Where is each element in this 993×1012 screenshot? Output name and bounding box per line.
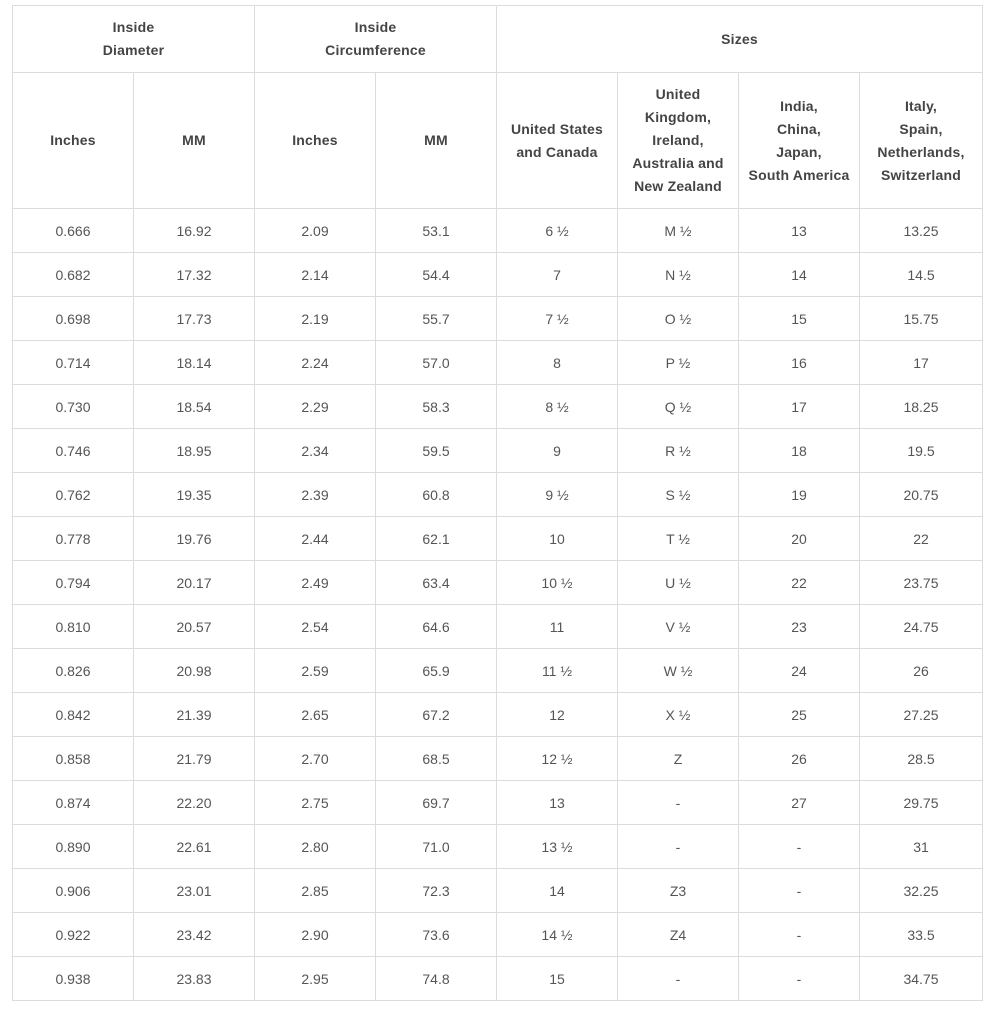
header-sizes: Sizes — [497, 6, 983, 73]
cell-diameter-mm: 23.42 — [134, 913, 255, 957]
cell-diameter-inches: 0.858 — [13, 737, 134, 781]
cell-diameter-mm: 23.01 — [134, 869, 255, 913]
cell-asia-size: - — [739, 913, 860, 957]
cell-diameter-mm: 22.20 — [134, 781, 255, 825]
cell-circumference-mm: 72.3 — [376, 869, 497, 913]
cell-circumference-mm: 64.6 — [376, 605, 497, 649]
cell-circumference-inches: 2.29 — [255, 385, 376, 429]
cell-circumference-inches: 2.95 — [255, 957, 376, 1001]
cell-uk-size: P ½ — [618, 341, 739, 385]
cell-asia-size: 25 — [739, 693, 860, 737]
cell-uk-size: Q ½ — [618, 385, 739, 429]
cell-us-canada: 7 ½ — [497, 297, 618, 341]
cell-us-canada: 8 ½ — [497, 385, 618, 429]
cell-diameter-inches: 0.794 — [13, 561, 134, 605]
cell-diameter-mm: 21.79 — [134, 737, 255, 781]
cell-circumference-inches: 2.70 — [255, 737, 376, 781]
table-row — [13, 517, 983, 561]
table-row — [13, 253, 983, 297]
cell-uk-size: - — [618, 825, 739, 869]
cell-asia-size: 14 — [739, 253, 860, 297]
cell-asia-size: 16 — [739, 341, 860, 385]
cell-asia-size: 20 — [739, 517, 860, 561]
cell-europe-size: 17 — [860, 341, 983, 385]
table-column-header-row — [13, 73, 983, 209]
cell-uk-size: X ½ — [618, 693, 739, 737]
cell-circumference-mm: 67.2 — [376, 693, 497, 737]
cell-diameter-mm: 22.61 — [134, 825, 255, 869]
cell-us-canada: 10 ½ — [497, 561, 618, 605]
cell-diameter-inches: 0.938 — [13, 957, 134, 1001]
cell-europe-size: 22 — [860, 517, 983, 561]
cell-us-canada: 12 — [497, 693, 618, 737]
cell-circumference-inches: 2.75 — [255, 781, 376, 825]
cell-diameter-inches: 0.874 — [13, 781, 134, 825]
cell-uk-size: - — [618, 957, 739, 1001]
cell-uk-size: Z4 — [618, 913, 739, 957]
cell-asia-size: 18 — [739, 429, 860, 473]
cell-circumference-inches: 2.59 — [255, 649, 376, 693]
cell-uk-size: Z3 — [618, 869, 739, 913]
cell-circumference-inches: 2.09 — [255, 209, 376, 253]
cell-uk-size: S ½ — [618, 473, 739, 517]
cell-us-canada: 6 ½ — [497, 209, 618, 253]
column-header-india-china-japan-south-america: India, China, Japan, South America — [739, 73, 860, 209]
cell-europe-size: 19.5 — [860, 429, 983, 473]
table-row — [13, 781, 983, 825]
cell-asia-size: - — [739, 957, 860, 1001]
cell-us-canada: 14 ½ — [497, 913, 618, 957]
cell-diameter-inches: 0.714 — [13, 341, 134, 385]
table-row — [13, 913, 983, 957]
cell-circumference-mm: 69.7 — [376, 781, 497, 825]
column-header-diameter-inches: Inches — [13, 73, 134, 209]
cell-europe-size: 23.75 — [860, 561, 983, 605]
cell-asia-size: 23 — [739, 605, 860, 649]
cell-circumference-mm: 58.3 — [376, 385, 497, 429]
cell-us-canada: 7 — [497, 253, 618, 297]
cell-circumference-inches: 2.49 — [255, 561, 376, 605]
table-row — [13, 957, 983, 1001]
table-row — [13, 605, 983, 649]
cell-circumference-inches: 2.14 — [255, 253, 376, 297]
cell-uk-size: - — [618, 781, 739, 825]
cell-europe-size: 31 — [860, 825, 983, 869]
cell-circumference-mm: 55.7 — [376, 297, 497, 341]
cell-uk-size: U ½ — [618, 561, 739, 605]
table-row — [13, 385, 983, 429]
cell-circumference-inches: 2.80 — [255, 825, 376, 869]
cell-circumference-mm: 74.8 — [376, 957, 497, 1001]
cell-us-canada: 8 — [497, 341, 618, 385]
cell-asia-size: 27 — [739, 781, 860, 825]
cell-europe-size: 18.25 — [860, 385, 983, 429]
cell-circumference-mm: 65.9 — [376, 649, 497, 693]
cell-circumference-inches: 2.65 — [255, 693, 376, 737]
cell-circumference-mm: 59.5 — [376, 429, 497, 473]
cell-circumference-inches: 2.39 — [255, 473, 376, 517]
ring-size-table — [12, 5, 983, 1001]
cell-uk-size: Z — [618, 737, 739, 781]
header-inside-circumference: Inside Circumference — [255, 6, 497, 73]
column-header-italy-spain-netherlands-switzerland: Italy, Spain, Netherlands, Switzerland — [860, 73, 983, 209]
table-row — [13, 869, 983, 913]
cell-diameter-inches: 0.746 — [13, 429, 134, 473]
cell-diameter-inches: 0.906 — [13, 869, 134, 913]
table-body — [13, 209, 983, 1001]
cell-uk-size: V ½ — [618, 605, 739, 649]
column-header-circumference-mm: MM — [376, 73, 497, 209]
cell-diameter-mm: 23.83 — [134, 957, 255, 1001]
cell-diameter-mm: 20.98 — [134, 649, 255, 693]
cell-europe-size: 29.75 — [860, 781, 983, 825]
cell-us-canada: 10 — [497, 517, 618, 561]
table-row — [13, 737, 983, 781]
table-row — [13, 297, 983, 341]
cell-europe-size: 14.5 — [860, 253, 983, 297]
cell-europe-size: 26 — [860, 649, 983, 693]
cell-circumference-inches: 2.19 — [255, 297, 376, 341]
cell-diameter-mm: 19.76 — [134, 517, 255, 561]
cell-circumference-inches: 2.54 — [255, 605, 376, 649]
cell-circumference-mm: 53.1 — [376, 209, 497, 253]
cell-diameter-inches: 0.890 — [13, 825, 134, 869]
cell-diameter-inches: 0.842 — [13, 693, 134, 737]
table-row — [13, 825, 983, 869]
cell-diameter-inches: 0.810 — [13, 605, 134, 649]
cell-europe-size: 32.25 — [860, 869, 983, 913]
cell-diameter-mm: 18.14 — [134, 341, 255, 385]
cell-diameter-inches: 0.762 — [13, 473, 134, 517]
cell-us-canada: 14 — [497, 869, 618, 913]
cell-circumference-inches: 2.85 — [255, 869, 376, 913]
cell-circumference-mm: 54.4 — [376, 253, 497, 297]
cell-diameter-inches: 0.778 — [13, 517, 134, 561]
cell-europe-size: 34.75 — [860, 957, 983, 1001]
cell-asia-size: 26 — [739, 737, 860, 781]
cell-uk-size: O ½ — [618, 297, 739, 341]
cell-circumference-mm: 62.1 — [376, 517, 497, 561]
cell-diameter-mm: 20.57 — [134, 605, 255, 649]
table-group-header-row — [13, 6, 983, 73]
cell-europe-size: 24.75 — [860, 605, 983, 649]
cell-asia-size: - — [739, 869, 860, 913]
cell-diameter-mm: 18.54 — [134, 385, 255, 429]
cell-circumference-mm: 63.4 — [376, 561, 497, 605]
cell-uk-size: M ½ — [618, 209, 739, 253]
cell-diameter-inches: 0.682 — [13, 253, 134, 297]
table-row — [13, 209, 983, 253]
cell-diameter-mm: 21.39 — [134, 693, 255, 737]
cell-diameter-mm: 18.95 — [134, 429, 255, 473]
cell-diameter-inches: 0.922 — [13, 913, 134, 957]
cell-diameter-mm: 19.35 — [134, 473, 255, 517]
cell-diameter-inches: 0.730 — [13, 385, 134, 429]
cell-uk-size: N ½ — [618, 253, 739, 297]
cell-uk-size: T ½ — [618, 517, 739, 561]
cell-asia-size: 13 — [739, 209, 860, 253]
column-header-diameter-mm: MM — [134, 73, 255, 209]
column-header-circumference-inches: Inches — [255, 73, 376, 209]
header-inside-diameter: Inside Diameter — [13, 6, 255, 73]
cell-circumference-inches: 2.34 — [255, 429, 376, 473]
cell-asia-size: - — [739, 825, 860, 869]
table-row — [13, 693, 983, 737]
cell-diameter-mm: 16.92 — [134, 209, 255, 253]
cell-us-canada: 9 — [497, 429, 618, 473]
cell-diameter-inches: 0.698 — [13, 297, 134, 341]
table-row — [13, 473, 983, 517]
cell-circumference-mm: 73.6 — [376, 913, 497, 957]
table-row — [13, 429, 983, 473]
cell-europe-size: 20.75 — [860, 473, 983, 517]
cell-diameter-inches: 0.666 — [13, 209, 134, 253]
cell-circumference-inches: 2.24 — [255, 341, 376, 385]
column-header-us-canada: United States and Canada — [497, 73, 618, 209]
cell-us-canada: 13 ½ — [497, 825, 618, 869]
cell-us-canada: 13 — [497, 781, 618, 825]
cell-us-canada: 9 ½ — [497, 473, 618, 517]
cell-circumference-mm: 68.5 — [376, 737, 497, 781]
cell-diameter-mm: 17.73 — [134, 297, 255, 341]
column-header-uk-ireland-australia-nz: United Kingdom, Ireland, Australia and New Zealand — [618, 73, 739, 209]
cell-asia-size: 22 — [739, 561, 860, 605]
cell-asia-size: 17 — [739, 385, 860, 429]
cell-europe-size: 27.25 — [860, 693, 983, 737]
cell-asia-size: 24 — [739, 649, 860, 693]
cell-europe-size: 33.5 — [860, 913, 983, 957]
cell-europe-size: 13.25 — [860, 209, 983, 253]
cell-asia-size: 15 — [739, 297, 860, 341]
cell-diameter-mm: 17.32 — [134, 253, 255, 297]
cell-circumference-mm: 57.0 — [376, 341, 497, 385]
cell-circumference-mm: 60.8 — [376, 473, 497, 517]
cell-europe-size: 28.5 — [860, 737, 983, 781]
cell-uk-size: W ½ — [618, 649, 739, 693]
cell-uk-size: R ½ — [618, 429, 739, 473]
table-row — [13, 561, 983, 605]
cell-us-canada: 15 — [497, 957, 618, 1001]
cell-us-canada: 12 ½ — [497, 737, 618, 781]
cell-us-canada: 11 ½ — [497, 649, 618, 693]
cell-diameter-mm: 20.17 — [134, 561, 255, 605]
cell-diameter-inches: 0.826 — [13, 649, 134, 693]
table-row — [13, 341, 983, 385]
cell-circumference-inches: 2.44 — [255, 517, 376, 561]
cell-circumference-inches: 2.90 — [255, 913, 376, 957]
cell-circumference-mm: 71.0 — [376, 825, 497, 869]
cell-europe-size: 15.75 — [860, 297, 983, 341]
table-row — [13, 649, 983, 693]
cell-asia-size: 19 — [739, 473, 860, 517]
cell-us-canada: 11 — [497, 605, 618, 649]
